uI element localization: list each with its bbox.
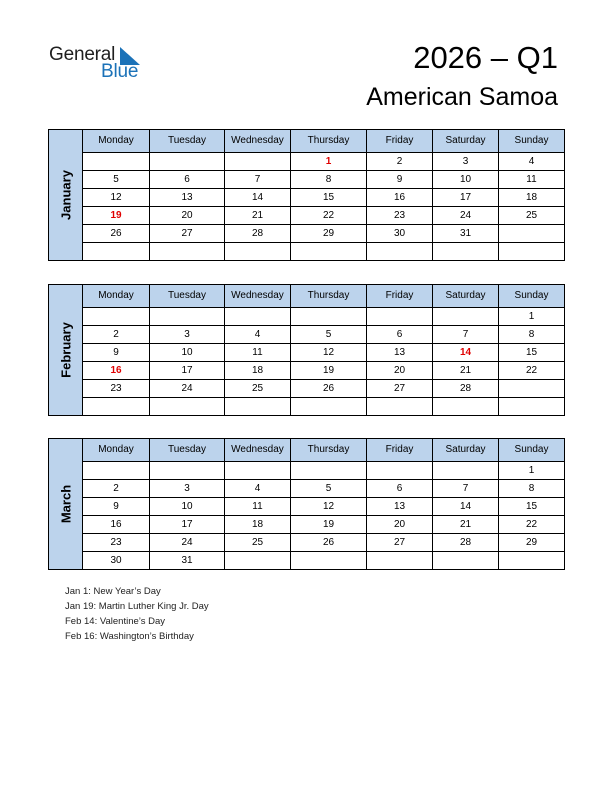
weekday-header: Sunday — [499, 285, 565, 308]
day-cell: 6 — [150, 171, 225, 189]
day-cell: 16 — [83, 362, 150, 380]
weekday-header: Monday — [83, 285, 150, 308]
week-row — [49, 189, 565, 207]
calendar-february — [48, 284, 564, 416]
day-cell: 7 — [433, 480, 499, 498]
day-cell: 18 — [499, 189, 565, 207]
day-cell: 2 — [367, 153, 433, 171]
day-cell: 4 — [225, 480, 291, 498]
day-cell: 21 — [433, 516, 499, 534]
day-cell — [499, 398, 565, 416]
day-cell: 11 — [225, 498, 291, 516]
day-cell: 8 — [499, 480, 565, 498]
weekday-header: Thursday — [291, 439, 367, 462]
day-cell: 3 — [150, 480, 225, 498]
holiday-note: Jan 1: New Year’s Day — [65, 586, 161, 597]
day-cell: 25 — [499, 207, 565, 225]
day-cell — [83, 398, 150, 416]
day-cell: 27 — [150, 225, 225, 243]
day-cell: 21 — [225, 207, 291, 225]
day-cell: 29 — [499, 534, 565, 552]
day-cell — [150, 462, 225, 480]
day-cell: 16 — [83, 516, 150, 534]
weekday-header: Friday — [367, 439, 433, 462]
day-cell: 1 — [291, 153, 367, 171]
day-cell — [367, 398, 433, 416]
month-table — [48, 284, 565, 416]
day-cell: 28 — [433, 380, 499, 398]
day-cell — [291, 308, 367, 326]
day-cell: 9 — [367, 171, 433, 189]
day-cell — [83, 153, 150, 171]
day-cell — [291, 398, 367, 416]
day-cell: 9 — [83, 498, 150, 516]
day-cell: 15 — [291, 189, 367, 207]
day-cell: 26 — [83, 225, 150, 243]
day-cell: 11 — [499, 171, 565, 189]
day-cell — [433, 552, 499, 570]
week-row — [49, 362, 565, 380]
day-cell: 9 — [83, 344, 150, 362]
day-cell: 4 — [499, 153, 565, 171]
week-row — [49, 308, 565, 326]
day-cell: 7 — [433, 326, 499, 344]
day-cell — [150, 308, 225, 326]
day-cell — [433, 398, 499, 416]
day-cell: 1 — [499, 308, 565, 326]
day-cell: 14 — [433, 498, 499, 516]
day-cell: 6 — [367, 326, 433, 344]
page-subtitle: American Samoa — [366, 83, 558, 111]
day-cell: 19 — [291, 362, 367, 380]
day-cell — [225, 398, 291, 416]
month-name: March — [58, 484, 73, 524]
week-row — [49, 225, 565, 243]
week-row — [49, 207, 565, 225]
holiday-note: Jan 19: Martin Luther King Jr. Day — [65, 601, 209, 612]
calendar-march — [48, 438, 564, 570]
day-cell: 26 — [291, 380, 367, 398]
day-cell: 22 — [291, 207, 367, 225]
weekday-header: Saturday — [433, 285, 499, 308]
day-cell — [150, 243, 225, 261]
day-cell: 23 — [83, 380, 150, 398]
week-row — [49, 480, 565, 498]
weekday-header: Thursday — [291, 285, 367, 308]
day-cell: 15 — [499, 344, 565, 362]
day-cell: 31 — [150, 552, 225, 570]
weekday-header: Wednesday — [225, 439, 291, 462]
day-cell: 21 — [433, 362, 499, 380]
day-cell: 14 — [433, 344, 499, 362]
weekday-header: Friday — [367, 285, 433, 308]
day-cell: 29 — [291, 225, 367, 243]
month-name: February — [58, 322, 73, 378]
day-cell — [499, 225, 565, 243]
month-table — [48, 438, 565, 570]
day-cell: 12 — [291, 344, 367, 362]
weekday-header: Wednesday — [225, 130, 291, 153]
day-cell: 20 — [367, 516, 433, 534]
week-row — [49, 498, 565, 516]
day-cell — [433, 462, 499, 480]
day-cell: 4 — [225, 326, 291, 344]
day-cell: 27 — [367, 380, 433, 398]
logo-text-blue: Blue — [101, 61, 139, 82]
day-cell: 10 — [433, 171, 499, 189]
day-cell: 8 — [291, 171, 367, 189]
weekday-header-row — [49, 439, 565, 462]
day-cell: 8 — [499, 326, 565, 344]
day-cell: 5 — [291, 326, 367, 344]
weekday-header: Wednesday — [225, 285, 291, 308]
day-cell: 24 — [150, 380, 225, 398]
day-cell: 18 — [225, 362, 291, 380]
week-row — [49, 534, 565, 552]
day-cell — [291, 552, 367, 570]
day-cell: 13 — [367, 344, 433, 362]
weekday-header: Friday — [367, 130, 433, 153]
day-cell: 20 — [367, 362, 433, 380]
holiday-note: Feb 14: Valentine’s Day — [65, 616, 165, 627]
day-cell: 20 — [150, 207, 225, 225]
week-row — [49, 171, 565, 189]
day-cell: 25 — [225, 380, 291, 398]
day-cell: 10 — [150, 344, 225, 362]
holiday-note: Feb 16: Washington’s Birthday — [65, 631, 194, 642]
day-cell — [499, 380, 565, 398]
day-cell — [150, 398, 225, 416]
day-cell — [367, 552, 433, 570]
weekday-header: Sunday — [499, 130, 565, 153]
weekday-header: Monday — [83, 439, 150, 462]
day-cell: 13 — [367, 498, 433, 516]
day-cell: 2 — [83, 326, 150, 344]
month-table — [48, 129, 565, 261]
weekday-header: Tuesday — [150, 130, 225, 153]
page-title: 2026 – Q1 — [413, 40, 558, 75]
day-cell — [499, 243, 565, 261]
day-cell: 12 — [83, 189, 150, 207]
week-row — [49, 552, 565, 570]
weekday-header: Saturday — [433, 130, 499, 153]
weekday-header: Monday — [83, 130, 150, 153]
day-cell — [225, 462, 291, 480]
day-cell: 13 — [150, 189, 225, 207]
week-row — [49, 516, 565, 534]
day-cell: 22 — [499, 516, 565, 534]
weekday-header: Saturday — [433, 439, 499, 462]
weekday-header: Tuesday — [150, 285, 225, 308]
day-cell — [83, 308, 150, 326]
day-cell: 6 — [367, 480, 433, 498]
month-label — [49, 130, 83, 261]
day-cell: 10 — [150, 498, 225, 516]
day-cell: 12 — [291, 498, 367, 516]
day-cell: 28 — [225, 225, 291, 243]
day-cell: 19 — [83, 207, 150, 225]
logo — [49, 44, 159, 84]
day-cell — [367, 243, 433, 261]
day-cell — [499, 552, 565, 570]
day-cell: 5 — [291, 480, 367, 498]
weekday-header: Sunday — [499, 439, 565, 462]
week-row — [49, 380, 565, 398]
month-name: January — [58, 170, 73, 220]
day-cell: 23 — [367, 207, 433, 225]
day-cell — [433, 308, 499, 326]
day-cell: 24 — [433, 207, 499, 225]
day-cell: 15 — [499, 498, 565, 516]
day-cell — [83, 462, 150, 480]
week-row — [49, 326, 565, 344]
weekday-header-row — [49, 285, 565, 308]
day-cell: 1 — [499, 462, 565, 480]
day-cell: 30 — [83, 552, 150, 570]
day-cell: 24 — [150, 534, 225, 552]
weekday-header: Tuesday — [150, 439, 225, 462]
day-cell: 3 — [150, 326, 225, 344]
day-cell: 25 — [225, 534, 291, 552]
holiday-notes — [65, 584, 209, 644]
day-cell — [367, 308, 433, 326]
day-cell: 17 — [150, 362, 225, 380]
day-cell — [225, 308, 291, 326]
day-cell: 17 — [150, 516, 225, 534]
day-cell — [433, 243, 499, 261]
month-label — [49, 439, 83, 570]
day-cell: 17 — [433, 189, 499, 207]
day-cell: 11 — [225, 344, 291, 362]
month-label — [49, 285, 83, 416]
day-cell: 7 — [225, 171, 291, 189]
week-row — [49, 344, 565, 362]
day-cell — [291, 462, 367, 480]
day-cell: 30 — [367, 225, 433, 243]
day-cell — [225, 153, 291, 171]
day-cell — [291, 243, 367, 261]
day-cell — [225, 552, 291, 570]
week-row — [49, 243, 565, 261]
day-cell: 18 — [225, 516, 291, 534]
day-cell: 2 — [83, 480, 150, 498]
weekday-header: Thursday — [291, 130, 367, 153]
day-cell — [150, 153, 225, 171]
day-cell: 16 — [367, 189, 433, 207]
day-cell: 23 — [83, 534, 150, 552]
day-cell: 26 — [291, 534, 367, 552]
day-cell: 19 — [291, 516, 367, 534]
day-cell: 5 — [83, 171, 150, 189]
calendar-january — [48, 129, 564, 261]
day-cell — [83, 243, 150, 261]
day-cell: 31 — [433, 225, 499, 243]
day-cell — [225, 243, 291, 261]
week-row — [49, 398, 565, 416]
week-row — [49, 462, 565, 480]
week-row — [49, 153, 565, 171]
day-cell: 22 — [499, 362, 565, 380]
day-cell: 28 — [433, 534, 499, 552]
weekday-header-row — [49, 130, 565, 153]
day-cell — [367, 462, 433, 480]
logo-text-general: General — [49, 44, 116, 65]
day-cell: 3 — [433, 153, 499, 171]
day-cell: 27 — [367, 534, 433, 552]
day-cell: 14 — [225, 189, 291, 207]
